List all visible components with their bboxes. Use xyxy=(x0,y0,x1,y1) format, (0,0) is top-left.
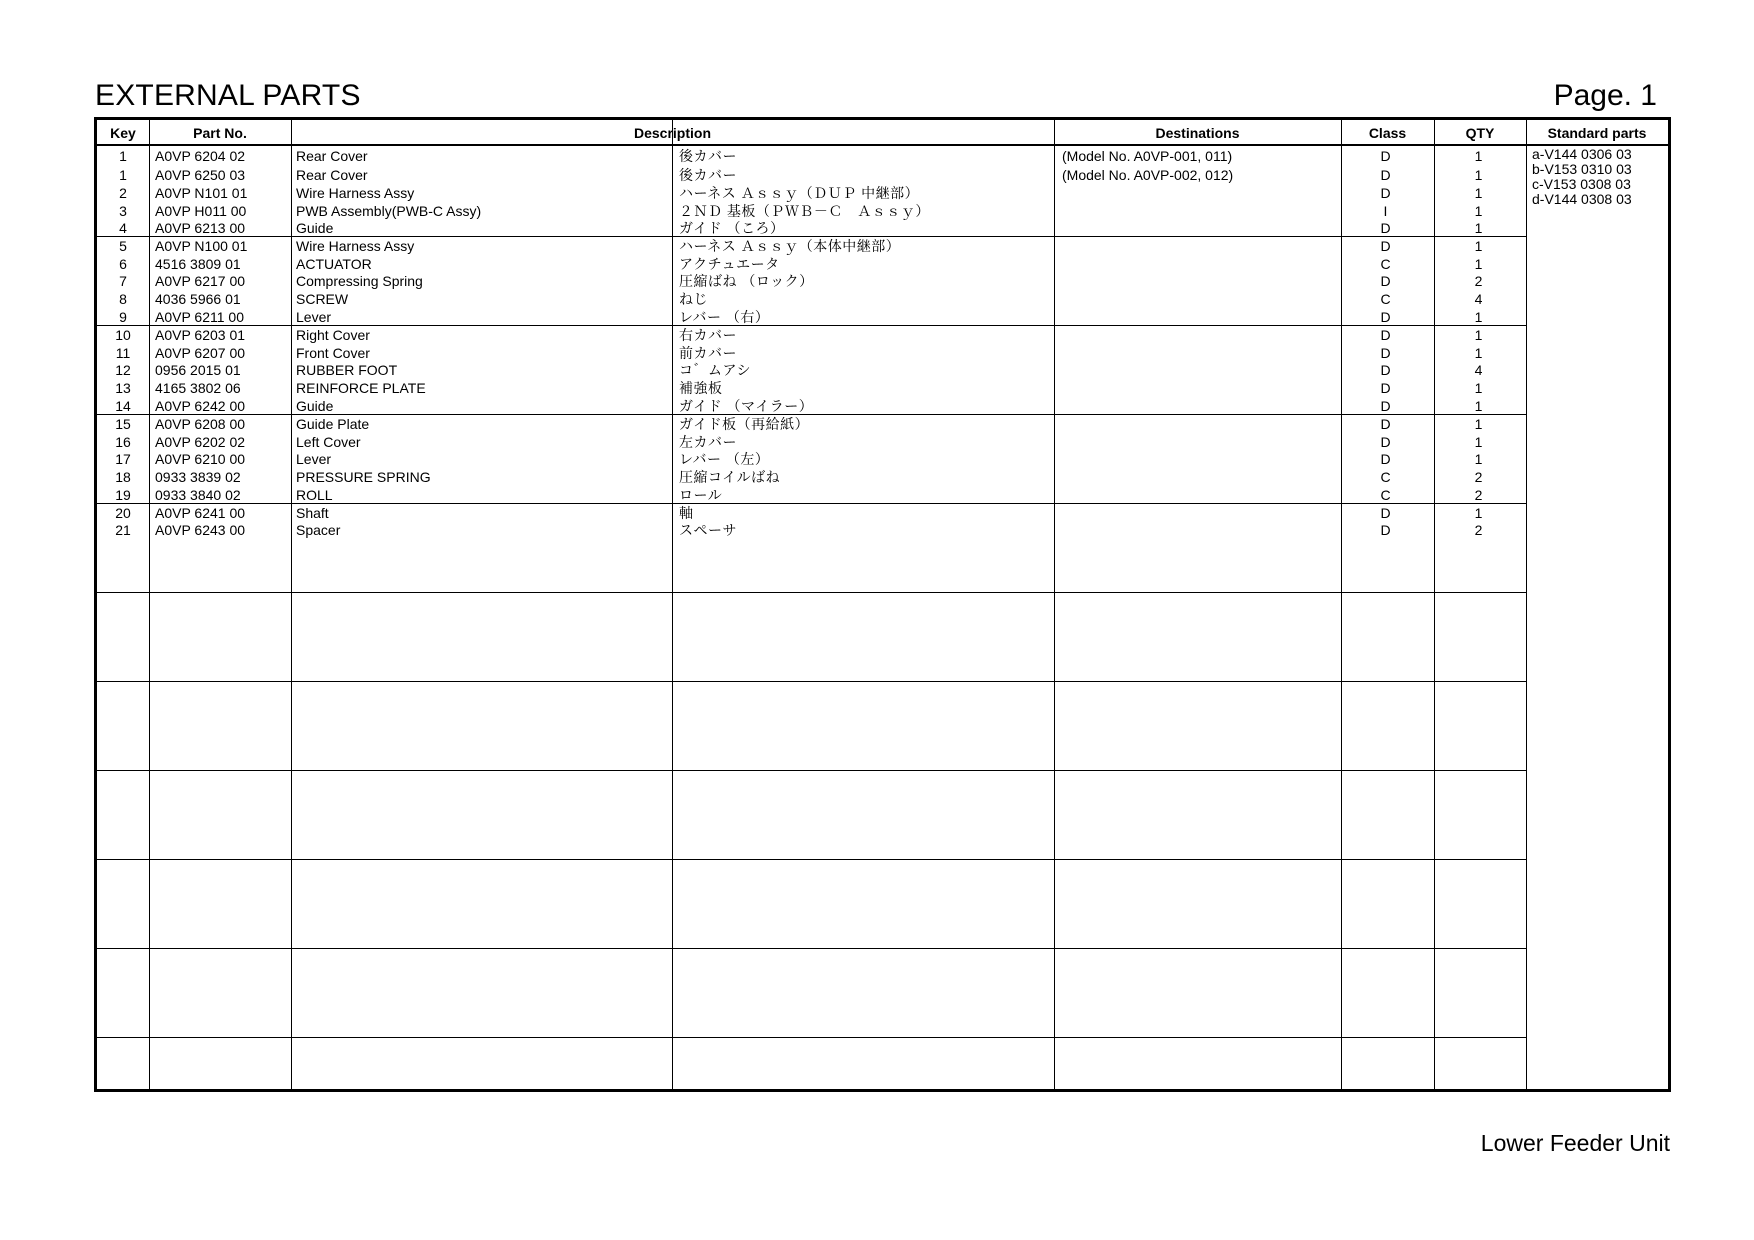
page-number: Page. 1 xyxy=(1553,79,1657,112)
qty-cell: 1 xyxy=(1474,256,1483,272)
qty-cell: 1 xyxy=(1474,380,1483,396)
key-cell: 15 xyxy=(115,416,131,432)
description-jp-cell: ガイド （ころ） xyxy=(679,220,785,236)
description-jp-cell: 左カバー xyxy=(679,434,737,450)
key-cell: 14 xyxy=(115,398,131,414)
part-no-cell: A0VP 6211 00 xyxy=(155,309,245,325)
key-cell: 8 xyxy=(119,291,127,307)
key-cell: 6 xyxy=(119,256,127,272)
footer-unit-name: Lower Feeder Unit xyxy=(1480,1130,1670,1156)
description-jp-cell: 補強板 xyxy=(679,380,723,396)
class-cell: I xyxy=(1383,203,1388,219)
description-en-cell: Front Cover xyxy=(296,345,370,361)
description-jp-cell: 前カバー xyxy=(679,345,737,361)
description-en-cell: Shaft xyxy=(296,505,329,521)
part-no-cell: A0VP N101 01 xyxy=(155,185,248,201)
key-cell: 9 xyxy=(119,309,127,325)
key-cell: 16 xyxy=(115,434,131,450)
part-no-cell: A0VP 6204 02 xyxy=(155,148,246,164)
group-separator xyxy=(97,592,1526,593)
description-en-cell: PRESSURE SPRING xyxy=(296,469,431,485)
column-header-part-no: Part No. xyxy=(193,125,247,141)
column-divider xyxy=(672,120,673,1089)
description-en-cell: SCREW xyxy=(296,291,349,307)
class-cell: D xyxy=(1380,505,1391,521)
qty-cell: 1 xyxy=(1474,451,1483,467)
class-cell: D xyxy=(1380,309,1391,325)
class-cell: D xyxy=(1380,148,1391,164)
standard-parts-list xyxy=(1532,147,1632,207)
class-cell: D xyxy=(1380,416,1391,432)
description-en-cell: Wire Harness Assy xyxy=(296,238,415,254)
qty-cell: 1 xyxy=(1474,166,1483,183)
description-jp-cell: ２ＮＤ 基板（ＰＷＢ－Ｃ Ａｓｓｙ） xyxy=(679,203,930,219)
description-jp-cell: 圧縮コイルばね xyxy=(679,469,781,485)
part-no-cell: 4036 5966 01 xyxy=(155,291,241,307)
description-en-cell: ACTUATOR xyxy=(296,256,372,272)
class-cell: D xyxy=(1380,380,1391,396)
part-no-cell: 0956 2015 01 xyxy=(155,362,241,378)
column-header-key: Key xyxy=(110,125,136,141)
part-no-cell: A0VP 6217 00 xyxy=(155,273,246,289)
part-no-cell: A0VP 6241 00 xyxy=(155,505,246,521)
part-no-cell: 0933 3840 02 xyxy=(155,487,241,503)
class-cell: D xyxy=(1380,398,1391,414)
column-divider xyxy=(1526,120,1527,1089)
key-cell: 18 xyxy=(115,469,131,485)
part-no-cell: A0VP 6202 02 xyxy=(155,434,246,450)
part-no-cell: 4516 3809 01 xyxy=(155,256,241,272)
class-cell: D xyxy=(1380,166,1391,183)
key-cell: 2 xyxy=(119,185,127,201)
description-en-cell: Guide xyxy=(296,220,334,236)
description-en-cell: REINFORCE PLATE xyxy=(296,380,426,396)
column-divider xyxy=(1054,120,1055,1089)
key-cell: 20 xyxy=(115,505,131,521)
description-en-cell: Left Cover xyxy=(296,434,361,450)
key-cell: 7 xyxy=(119,273,127,289)
description-en-cell: ROLL xyxy=(296,487,333,503)
description-jp-cell: レバー （左） xyxy=(679,451,770,467)
description-jp-cell: 後カバー xyxy=(679,166,737,183)
key-cell: 4 xyxy=(119,220,127,236)
class-cell: D xyxy=(1380,362,1391,378)
qty-cell: 1 xyxy=(1474,238,1483,254)
qty-cell: 1 xyxy=(1474,327,1483,343)
column-header-destinations: Destinations xyxy=(1155,125,1240,141)
class-cell: D xyxy=(1380,220,1391,236)
description-en-cell: Guide xyxy=(296,398,334,414)
description-jp-cell: 圧縮ばね （ロック） xyxy=(679,273,814,289)
qty-cell: 4 xyxy=(1474,362,1483,378)
description-jp-cell: ハーネス Ａｓｓｙ（ＤＵＰ 中継部） xyxy=(679,185,920,201)
description-jp-cell: レバー （右） xyxy=(679,309,770,325)
parts-table xyxy=(94,117,1671,1092)
key-cell: 3 xyxy=(119,203,127,219)
qty-cell: 1 xyxy=(1474,398,1483,414)
class-cell: D xyxy=(1380,345,1391,361)
key-cell: 19 xyxy=(115,487,131,503)
qty-cell: 1 xyxy=(1474,505,1483,521)
description-jp-cell: アクチュエータ xyxy=(679,256,780,272)
header-rule xyxy=(97,144,1668,146)
qty-cell: 4 xyxy=(1474,291,1483,307)
class-cell: C xyxy=(1380,487,1391,503)
column-divider xyxy=(291,120,292,1089)
description-en-cell: Spacer xyxy=(296,522,341,538)
description-en-cell: Rear Cover xyxy=(296,148,368,164)
description-en-cell: Lever xyxy=(296,451,332,467)
description-jp-cell: ロール xyxy=(679,487,723,503)
standard-part-item: b-V153 0310 03 xyxy=(1532,161,1632,177)
qty-cell: 1 xyxy=(1474,220,1483,236)
part-no-cell: A0VP 6213 00 xyxy=(155,220,246,236)
class-cell: D xyxy=(1380,185,1391,201)
group-separator xyxy=(97,948,1526,949)
description-jp-cell: ねじ xyxy=(679,291,708,307)
qty-cell: 2 xyxy=(1474,522,1483,538)
standard-part-item: c-V153 0308 03 xyxy=(1532,176,1631,192)
qty-cell: 1 xyxy=(1474,309,1483,325)
qty-cell: 1 xyxy=(1474,185,1483,201)
destination-cell: (Model No. A0VP-001, 011) xyxy=(1062,148,1233,164)
class-cell: C xyxy=(1380,256,1391,272)
key-cell: 1 xyxy=(119,148,127,164)
description-en-cell: Compressing Spring xyxy=(296,273,423,289)
description-jp-cell: ガイド板（再給紙） xyxy=(679,416,810,432)
class-cell: D xyxy=(1380,451,1391,467)
destination-cell: (Model No. A0VP-002, 012) xyxy=(1062,166,1234,183)
key-cell: 13 xyxy=(115,380,131,396)
class-cell: D xyxy=(1380,238,1391,254)
description-en-cell: RUBBER FOOT xyxy=(296,362,398,378)
group-separator xyxy=(97,1037,1526,1038)
part-no-cell: A0VP 6242 00 xyxy=(155,398,246,414)
qty-cell: 2 xyxy=(1474,487,1483,503)
description-jp-cell: 軸 xyxy=(679,505,694,521)
qty-cell: 1 xyxy=(1474,434,1483,450)
part-no-cell: A0VP 6210 00 xyxy=(155,451,246,467)
part-no-cell: A0VP 6207 00 xyxy=(155,345,246,361)
part-no-cell: 0933 3839 02 xyxy=(155,469,241,485)
description-jp-cell: ハーネス Ａｓｓｙ（本体中継部） xyxy=(679,238,901,254)
key-cell: 5 xyxy=(119,238,127,254)
class-cell: D xyxy=(1380,273,1391,289)
class-cell: C xyxy=(1380,291,1391,307)
description-en-cell: Guide Plate xyxy=(296,416,370,432)
class-cell: D xyxy=(1380,434,1391,450)
group-separator xyxy=(97,859,1526,860)
description-jp-cell: 後カバー xyxy=(679,148,737,164)
part-no-cell: A0VP 6243 00 xyxy=(155,522,246,538)
key-cell: 12 xyxy=(115,362,131,378)
key-cell: 11 xyxy=(115,345,131,361)
description-jp-cell: コ゛ムアシ xyxy=(679,362,751,378)
standard-part-item: a-V144 0306 03 xyxy=(1532,146,1632,162)
qty-cell: 1 xyxy=(1474,416,1483,432)
description-jp-cell: ガイド （マイラー） xyxy=(679,398,814,414)
part-no-cell: A0VP 6203 01 xyxy=(155,327,246,343)
column-divider xyxy=(149,120,150,1089)
description-jp-cell: スペーサ xyxy=(679,522,737,538)
standard-part-item: d-V144 0308 03 xyxy=(1532,191,1632,207)
qty-cell: 1 xyxy=(1474,203,1483,219)
part-no-cell: A0VP H011 00 xyxy=(155,203,247,219)
description-en-cell: Wire Harness Assy xyxy=(296,185,415,201)
description-en-cell: Lever xyxy=(296,309,332,325)
qty-cell: 1 xyxy=(1474,148,1483,164)
key-cell: 10 xyxy=(115,327,131,343)
column-header-standard-parts: Standard parts xyxy=(1547,125,1647,141)
part-no-cell: A0VP N100 01 xyxy=(155,238,248,254)
part-no-cell: A0VP 6208 00 xyxy=(155,416,246,432)
group-separator xyxy=(97,681,1526,682)
column-header-class: Class xyxy=(1368,125,1407,141)
part-no-cell: 4165 3802 06 xyxy=(155,380,241,396)
column-header-description: Description xyxy=(633,125,711,141)
description-en-cell: PWB Assembly(PWB-C Assy) xyxy=(296,203,482,219)
description-en-cell: Right Cover xyxy=(296,327,370,343)
class-cell: C xyxy=(1380,469,1391,485)
qty-cell: 1 xyxy=(1474,345,1483,361)
part-no-cell: A0VP 6250 03 xyxy=(155,166,246,183)
key-cell: 21 xyxy=(115,522,131,538)
class-cell: D xyxy=(1380,327,1391,343)
qty-cell: 2 xyxy=(1474,273,1483,289)
key-cell: 17 xyxy=(115,451,131,467)
key-cell: 1 xyxy=(119,166,127,183)
description-en-cell: Rear Cover xyxy=(296,166,368,183)
group-separator xyxy=(97,770,1526,771)
column-header-qty: QTY xyxy=(1465,125,1495,141)
class-cell: D xyxy=(1380,522,1391,538)
qty-cell: 2 xyxy=(1474,469,1483,485)
page-title: EXTERNAL PARTS xyxy=(95,79,361,112)
description-jp-cell: 右カバー xyxy=(679,327,737,343)
